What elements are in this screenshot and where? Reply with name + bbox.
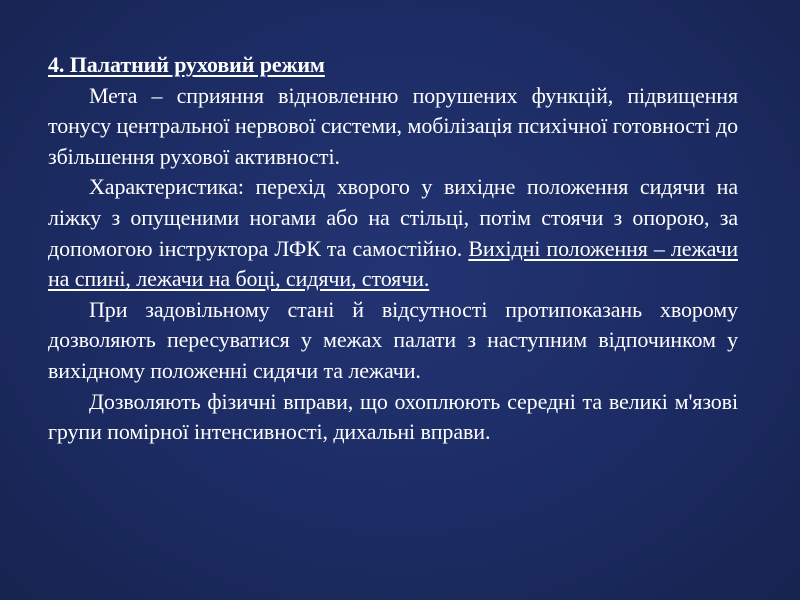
paragraph-movement-text: При задовільному стані й відсутності протипоказань хворому дозволяють пересуватися у межах палати з наступним відпочинком у вихідному положенні сидячи та лежачи. (48, 296, 738, 383)
paragraph-characteristics-text: Характеристика: перехід хворого у вихідне положення сидячи на ліжку з опущеними ногами або на стільці, потім стоячи з опорою, за допомогою інструктора ЛФК та самостійно. (48, 174, 738, 261)
paragraph-movement (48, 295, 738, 387)
slide-content (48, 50, 738, 448)
slide-heading: 4. Палатний руховий режим (48, 52, 325, 77)
paragraph-goal-text: Мета – сприяння відновленню порушених функцій, підвищення тонусу центральної нервової системи, мобілізація психічної готовності до збільшення рухової активності. (48, 82, 738, 169)
paragraph-exercises (48, 387, 738, 448)
paragraph-characteristics (48, 172, 738, 294)
paragraph-goal (48, 81, 738, 173)
paragraph-exercises-text: Дозволяють фізичні вправи, що охоплюють середні та великі м'язові групи помірної інтенсивності, дихальні вправи. (48, 388, 738, 445)
starting-positions-text: Вихідні положення – лежачи на спині, лежачи на боці, сидячи, стоячи. (48, 235, 738, 292)
